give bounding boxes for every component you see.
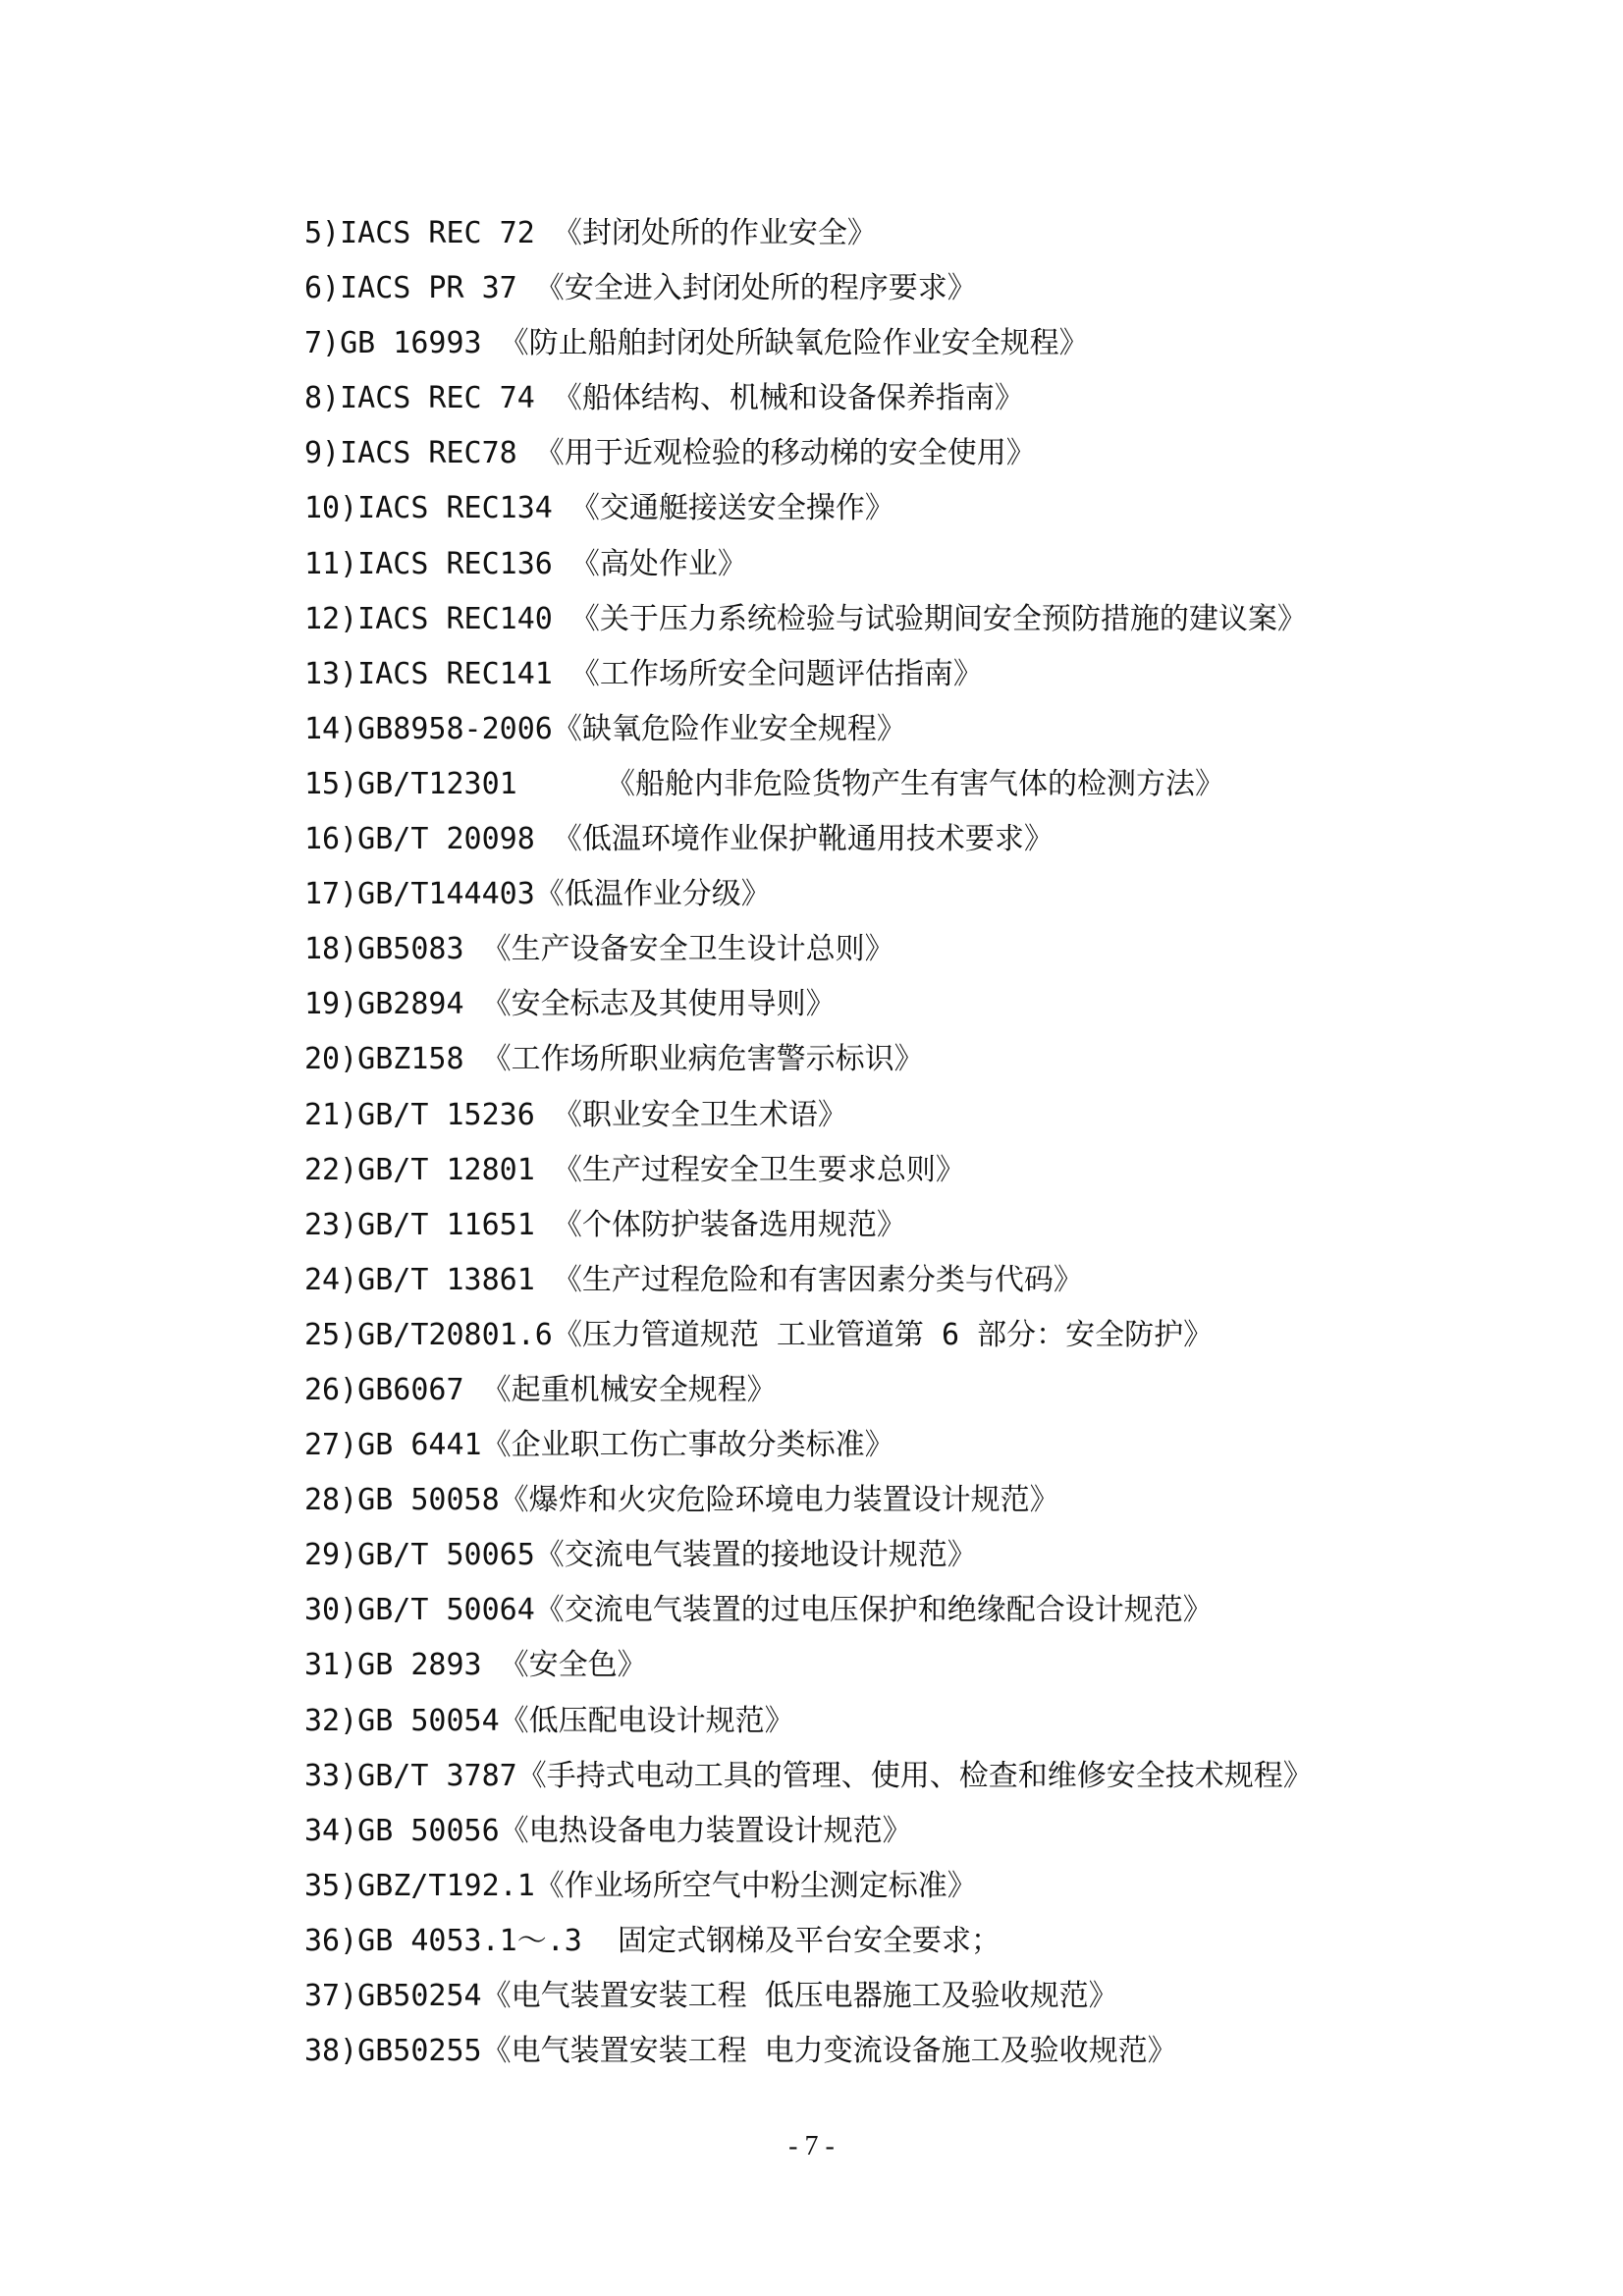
reference-item: 30)GB/T 50064《交流电气装置的过电压保护和绝缘配合设计规范》 <box>304 1593 1213 1628</box>
reference-item: 21)GB/T 15236 《职业安全卫生术语》 <box>304 1097 847 1132</box>
reference-item: 34)GB 50056《电热设备电力装置设计规范》 <box>304 1813 912 1848</box>
reference-item: 17)GB/T144403《低温作业分级》 <box>304 877 771 912</box>
reference-item: 6)IACS PR 37 《安全进入封闭处所的程序要求》 <box>304 271 977 306</box>
reference-item: 25)GB/T20801.6《压力管道规范 工业管道第 6 部分：安全防护》 <box>304 1317 1214 1352</box>
reference-item: 32)GB 50054《低压配电设计规范》 <box>304 1703 794 1738</box>
reference-item: 31)GB 2893 《安全色》 <box>304 1648 647 1683</box>
reference-item: 27)GB 6441《企业职工伤亡事故分类标准》 <box>304 1428 894 1463</box>
reference-item: 36)GB 4053.1～.3 固定式钢梯及平台安全要求； <box>304 1923 1001 1958</box>
reference-item: 5)IACS REC 72 《封闭处所的作业安全》 <box>304 216 877 250</box>
reference-item: 23)GB/T 11651 《个体防护装备选用规范》 <box>304 1207 906 1242</box>
reference-item: 24)GB/T 13861 《生产过程危险和有害因素分类与代码》 <box>304 1262 1083 1297</box>
reference-item: 38)GB50255《电气装置安装工程 电力变流设备施工及验收规范》 <box>304 2034 1177 2069</box>
reference-list <box>304 206 1522 2079</box>
reference-item: 28)GB 50058《爆炸和火灾危险环境电力装置设计规范》 <box>304 1483 1059 1518</box>
reference-item: 33)GB/T 3787《手持式电动工具的管理、使用、检查和维修安全技术规程》 <box>304 1758 1313 1793</box>
reference-item: 22)GB/T 12801 《生产过程安全卫生要求总则》 <box>304 1152 965 1187</box>
reference-item: 29)GB/T 50065《交流电气装置的接地设计规范》 <box>304 1538 977 1573</box>
reference-item: 9)IACS REC78 《用于近观检验的移动梯的安全使用》 <box>304 436 1036 471</box>
reference-item: 20)GBZ158 《工作场所职业病危害警示标识》 <box>304 1042 924 1077</box>
reference-item: 12)IACS REC140 《关于压力系统检验与试验期间安全预防措施的建议案》 <box>304 601 1307 636</box>
reference-item: 13)IACS REC141 《工作场所安全问题评估指南》 <box>304 656 983 691</box>
reference-item: 15)GB/T12301 《船舱内非危险货物产生有害气体的检测方法》 <box>304 766 1225 801</box>
reference-item: 8)IACS REC 74 《船体结构、机械和设备保养指南》 <box>304 381 1024 416</box>
reference-item: 19)GB2894 《安全标志及其使用导则》 <box>304 987 836 1022</box>
page-number: - 7 - <box>788 2131 835 2161</box>
reference-item: 7)GB 16993 《防止船舶封闭处所缺氧危险作业安全规程》 <box>304 326 1089 361</box>
reference-item: 37)GB50254《电气装置安装工程 低压电器施工及验收规范》 <box>304 1979 1118 2013</box>
reference-item: 18)GB5083 《生产设备安全卫生设计总则》 <box>304 932 894 967</box>
reference-item: 11)IACS REC136 《高处作业》 <box>304 546 747 581</box>
reference-item: 10)IACS REC134 《交通艇接送安全操作》 <box>304 491 894 526</box>
reference-item: 14)GB8958-2006《缺氧危险作业安全规程》 <box>304 711 906 746</box>
reference-item: 26)GB6067 《起重机械安全规程》 <box>304 1372 777 1407</box>
reference-item: 16)GB/T 20098 《低温环境作业保护靴通用技术要求》 <box>304 822 1054 857</box>
reference-item: 35)GBZ/T192.1《作业场所空气中粉尘测定标准》 <box>304 1868 977 1903</box>
